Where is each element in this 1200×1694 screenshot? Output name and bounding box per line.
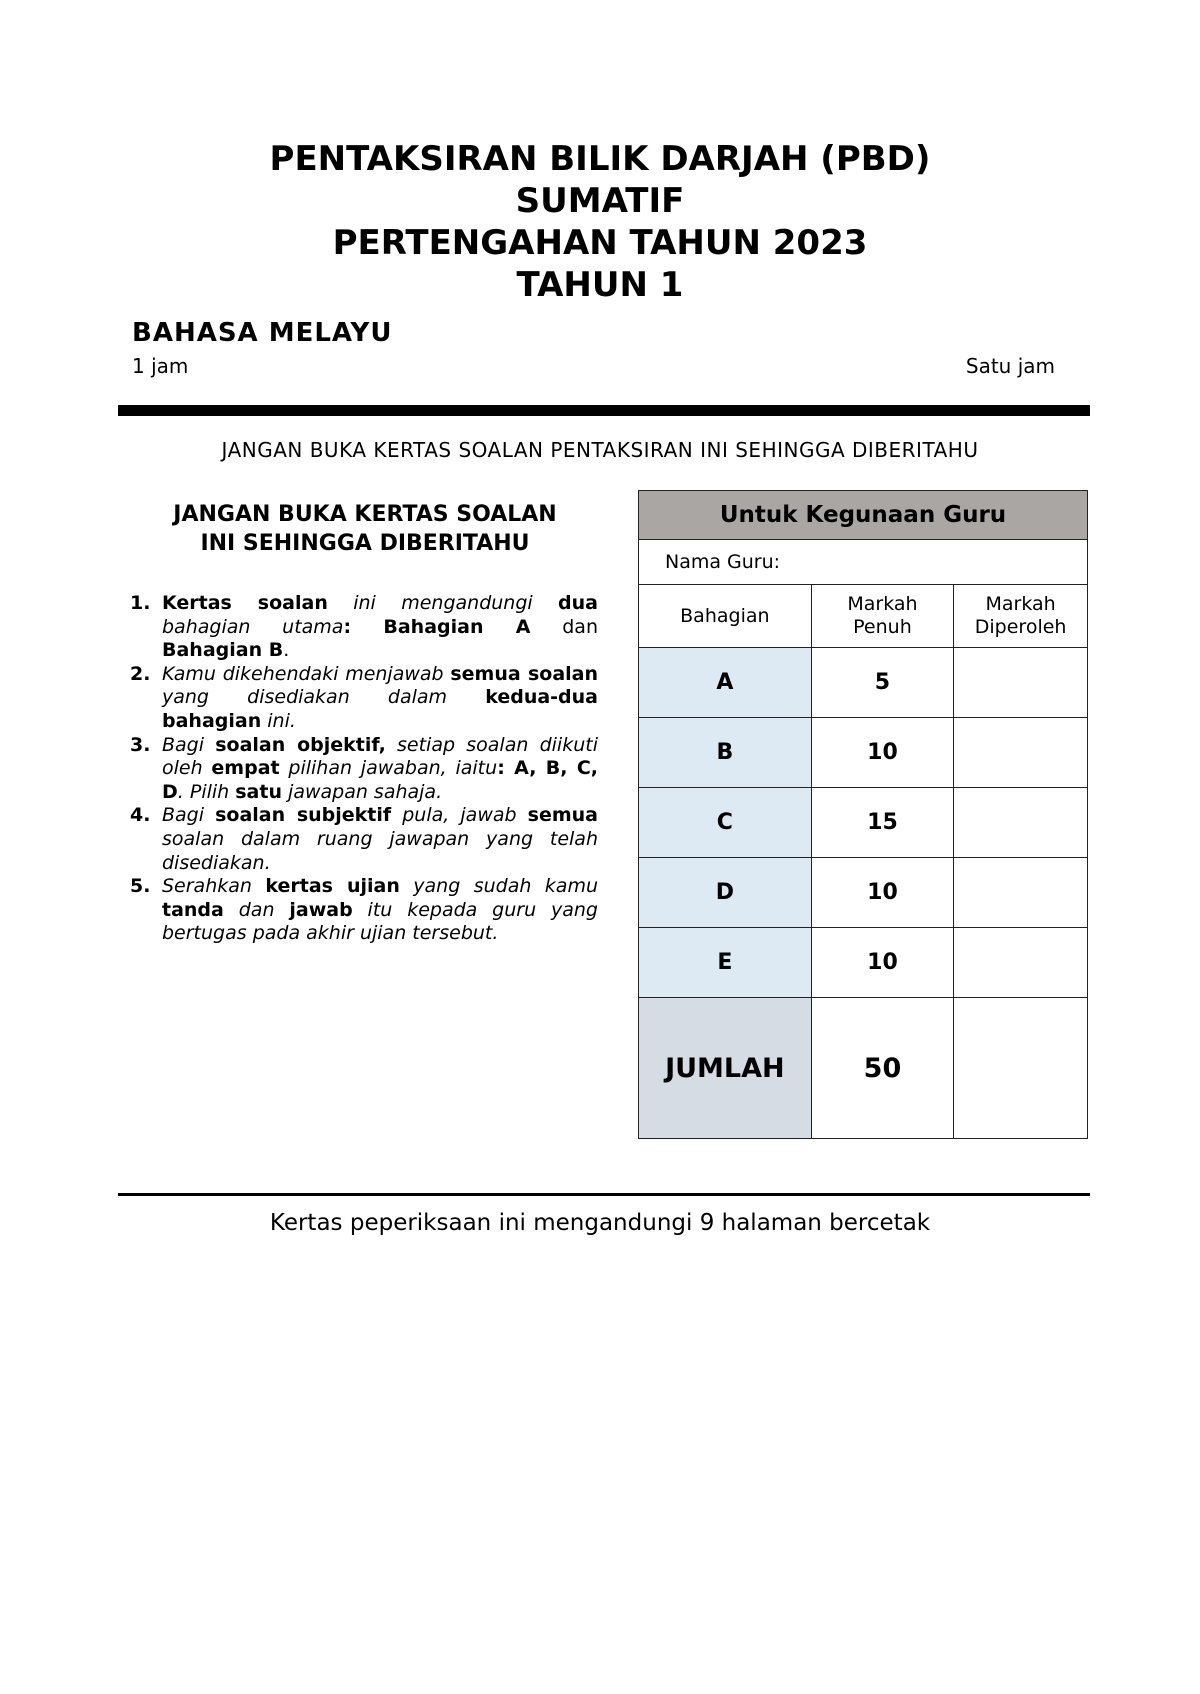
total-label: JUMLAH bbox=[639, 998, 812, 1139]
instruction-text-segment: soalan subjektif bbox=[215, 804, 392, 827]
instruction-text-segment: Serahkan bbox=[162, 875, 266, 898]
section-cell: C bbox=[639, 788, 812, 858]
instruction-text-segment: : Bahagian A bbox=[343, 615, 531, 638]
instruction-text-segment: dua bbox=[558, 592, 598, 614]
title-line-2: SUMATIF bbox=[515, 181, 685, 221]
instruction-text-segment: jawab bbox=[289, 898, 353, 921]
page-count-note: Kertas peperiksaan ini mengandungi 9 halaman bercetak bbox=[269, 1210, 931, 1236]
section-cell: B bbox=[639, 718, 812, 788]
total-marks-obtained bbox=[954, 998, 1088, 1139]
instruction-text-segment: kertas ujian bbox=[265, 875, 400, 898]
instructions-heading bbox=[130, 500, 600, 558]
subject-name: BAHASA MELAYU bbox=[132, 318, 393, 348]
teacher-use-table bbox=[638, 490, 1088, 1139]
instruction-item bbox=[130, 804, 598, 875]
section-cell: D bbox=[639, 858, 812, 928]
instruction-number: 4. bbox=[130, 804, 151, 827]
thick-divider bbox=[118, 405, 1090, 416]
instruction-text-segment: yang disediakan dalam bbox=[162, 686, 486, 709]
instruction-text-segment: Bagi bbox=[162, 804, 216, 827]
instruction-text-segment: semua soalan bbox=[450, 662, 599, 685]
instruction-text-segment: ini. bbox=[261, 709, 296, 732]
instruction-number: 1. bbox=[130, 592, 151, 614]
marks-obtained-cell bbox=[954, 858, 1088, 928]
instruction-item bbox=[130, 875, 598, 946]
thin-divider bbox=[118, 1193, 1090, 1196]
column-header-section: Bahagian bbox=[639, 585, 812, 648]
instruction-text-segment: soalan objektif, bbox=[215, 733, 386, 756]
full-marks-cell: 10 bbox=[811, 718, 954, 788]
column-header-full-marks bbox=[811, 585, 954, 648]
instruction-text-segment: setiap soalan diikuti oleh bbox=[162, 733, 598, 780]
instruction-text-segment: yang sudah kamu bbox=[399, 875, 598, 898]
section-cell: E bbox=[639, 928, 812, 998]
duration: 1 jam bbox=[132, 354, 189, 378]
instruction-text-segment: Kertas soalan bbox=[162, 592, 328, 614]
table-row bbox=[639, 648, 1088, 718]
instruction-text-segment: . Pilih bbox=[177, 780, 236, 803]
title-line-1: PENTAKSIRAN BILIK DARJAH (PBD) bbox=[269, 139, 931, 179]
table-row bbox=[639, 858, 1088, 928]
instruction-text-segment: satu bbox=[235, 780, 282, 803]
instruction-text-segment: bahagian utama bbox=[162, 615, 344, 638]
instruction-text-segment: Kamu dikehendaki menjawab bbox=[162, 662, 451, 685]
instruction-text-segment: kedua-dua bahagian bbox=[162, 686, 598, 732]
instruction-text-segment: dan bbox=[223, 898, 290, 921]
warning-notice: JANGAN BUKA KERTAS SOALAN PENTAKSIRAN INI SEHINGGA DIBERITAHU bbox=[221, 438, 979, 462]
instruction-text-segment: : A, B, C, D bbox=[162, 757, 598, 803]
instruction-text-segment: pula, jawab bbox=[391, 804, 528, 827]
instruction-number: 5. bbox=[130, 875, 151, 898]
duration-words: Satu jam bbox=[965, 354, 1055, 378]
exam-title bbox=[0, 138, 1200, 306]
instruction-text-segment: itu kepada guru yang bertugas pada akhir ujian tersebut. bbox=[162, 898, 598, 945]
full-marks-cell: 15 bbox=[811, 788, 954, 858]
marks-obtained-cell bbox=[954, 928, 1088, 998]
full-marks-cell: 10 bbox=[811, 858, 954, 928]
column-header-marks-obtained-line-2: Diperoleh bbox=[974, 616, 1067, 638]
table-row bbox=[639, 788, 1088, 858]
table-title: Untuk Kegunaan Guru bbox=[639, 491, 1088, 540]
instruction-number: 3. bbox=[130, 733, 151, 756]
title-line-3: PERTENGAHAN TAHUN 2023 bbox=[332, 223, 868, 263]
instruction-text-segment: . bbox=[283, 639, 290, 662]
instruction-text-segment: soalan dalam ruang jawapan yang telah disediakan. bbox=[162, 827, 598, 874]
instruction-text-segment: pilihan jawaban, iaitu bbox=[279, 757, 498, 780]
instructions-heading-line-1: JANGAN BUKA KERTAS SOALAN bbox=[173, 502, 557, 527]
column-header-full-marks-line-1: Markah bbox=[847, 593, 918, 615]
instructions-list bbox=[130, 592, 598, 946]
instruction-text-segment: tanda bbox=[162, 898, 224, 921]
instruction-number: 2. bbox=[130, 662, 151, 685]
instruction-item bbox=[130, 663, 598, 734]
column-header-full-marks-line-2: Penuh bbox=[853, 616, 912, 638]
instructions-heading-line-2: INI SEHINGGA DIBERITAHU bbox=[200, 531, 530, 556]
teacher-name-field: Nama Guru: bbox=[639, 540, 1088, 585]
instruction-text-segment: Bagi bbox=[162, 733, 216, 756]
table-row bbox=[639, 928, 1088, 998]
instruction-text-segment: semua bbox=[527, 804, 598, 827]
instruction-item bbox=[130, 592, 598, 663]
instruction-text-segment: ini mengandungi bbox=[327, 592, 559, 614]
column-header-marks-obtained bbox=[954, 585, 1088, 648]
instruction-text-segment: jawapan sahaja. bbox=[282, 780, 443, 803]
full-marks-cell: 5 bbox=[811, 648, 954, 718]
total-full-marks: 50 bbox=[811, 998, 954, 1139]
instruction-text-segment: Bahagian B bbox=[162, 639, 284, 662]
marks-obtained-cell bbox=[954, 718, 1088, 788]
full-marks-cell: 10 bbox=[811, 928, 954, 998]
instruction-text-segment: dan bbox=[530, 615, 598, 638]
marks-obtained-cell bbox=[954, 788, 1088, 858]
table-row bbox=[639, 718, 1088, 788]
marks-obtained-cell bbox=[954, 648, 1088, 718]
section-cell: A bbox=[639, 648, 812, 718]
total-row bbox=[639, 998, 1088, 1139]
title-line-4: TAHUN 1 bbox=[516, 265, 684, 305]
column-header-marks-obtained-line-1: Markah bbox=[985, 593, 1056, 615]
instruction-text-segment: empat bbox=[211, 757, 280, 780]
instruction-item bbox=[130, 734, 598, 805]
